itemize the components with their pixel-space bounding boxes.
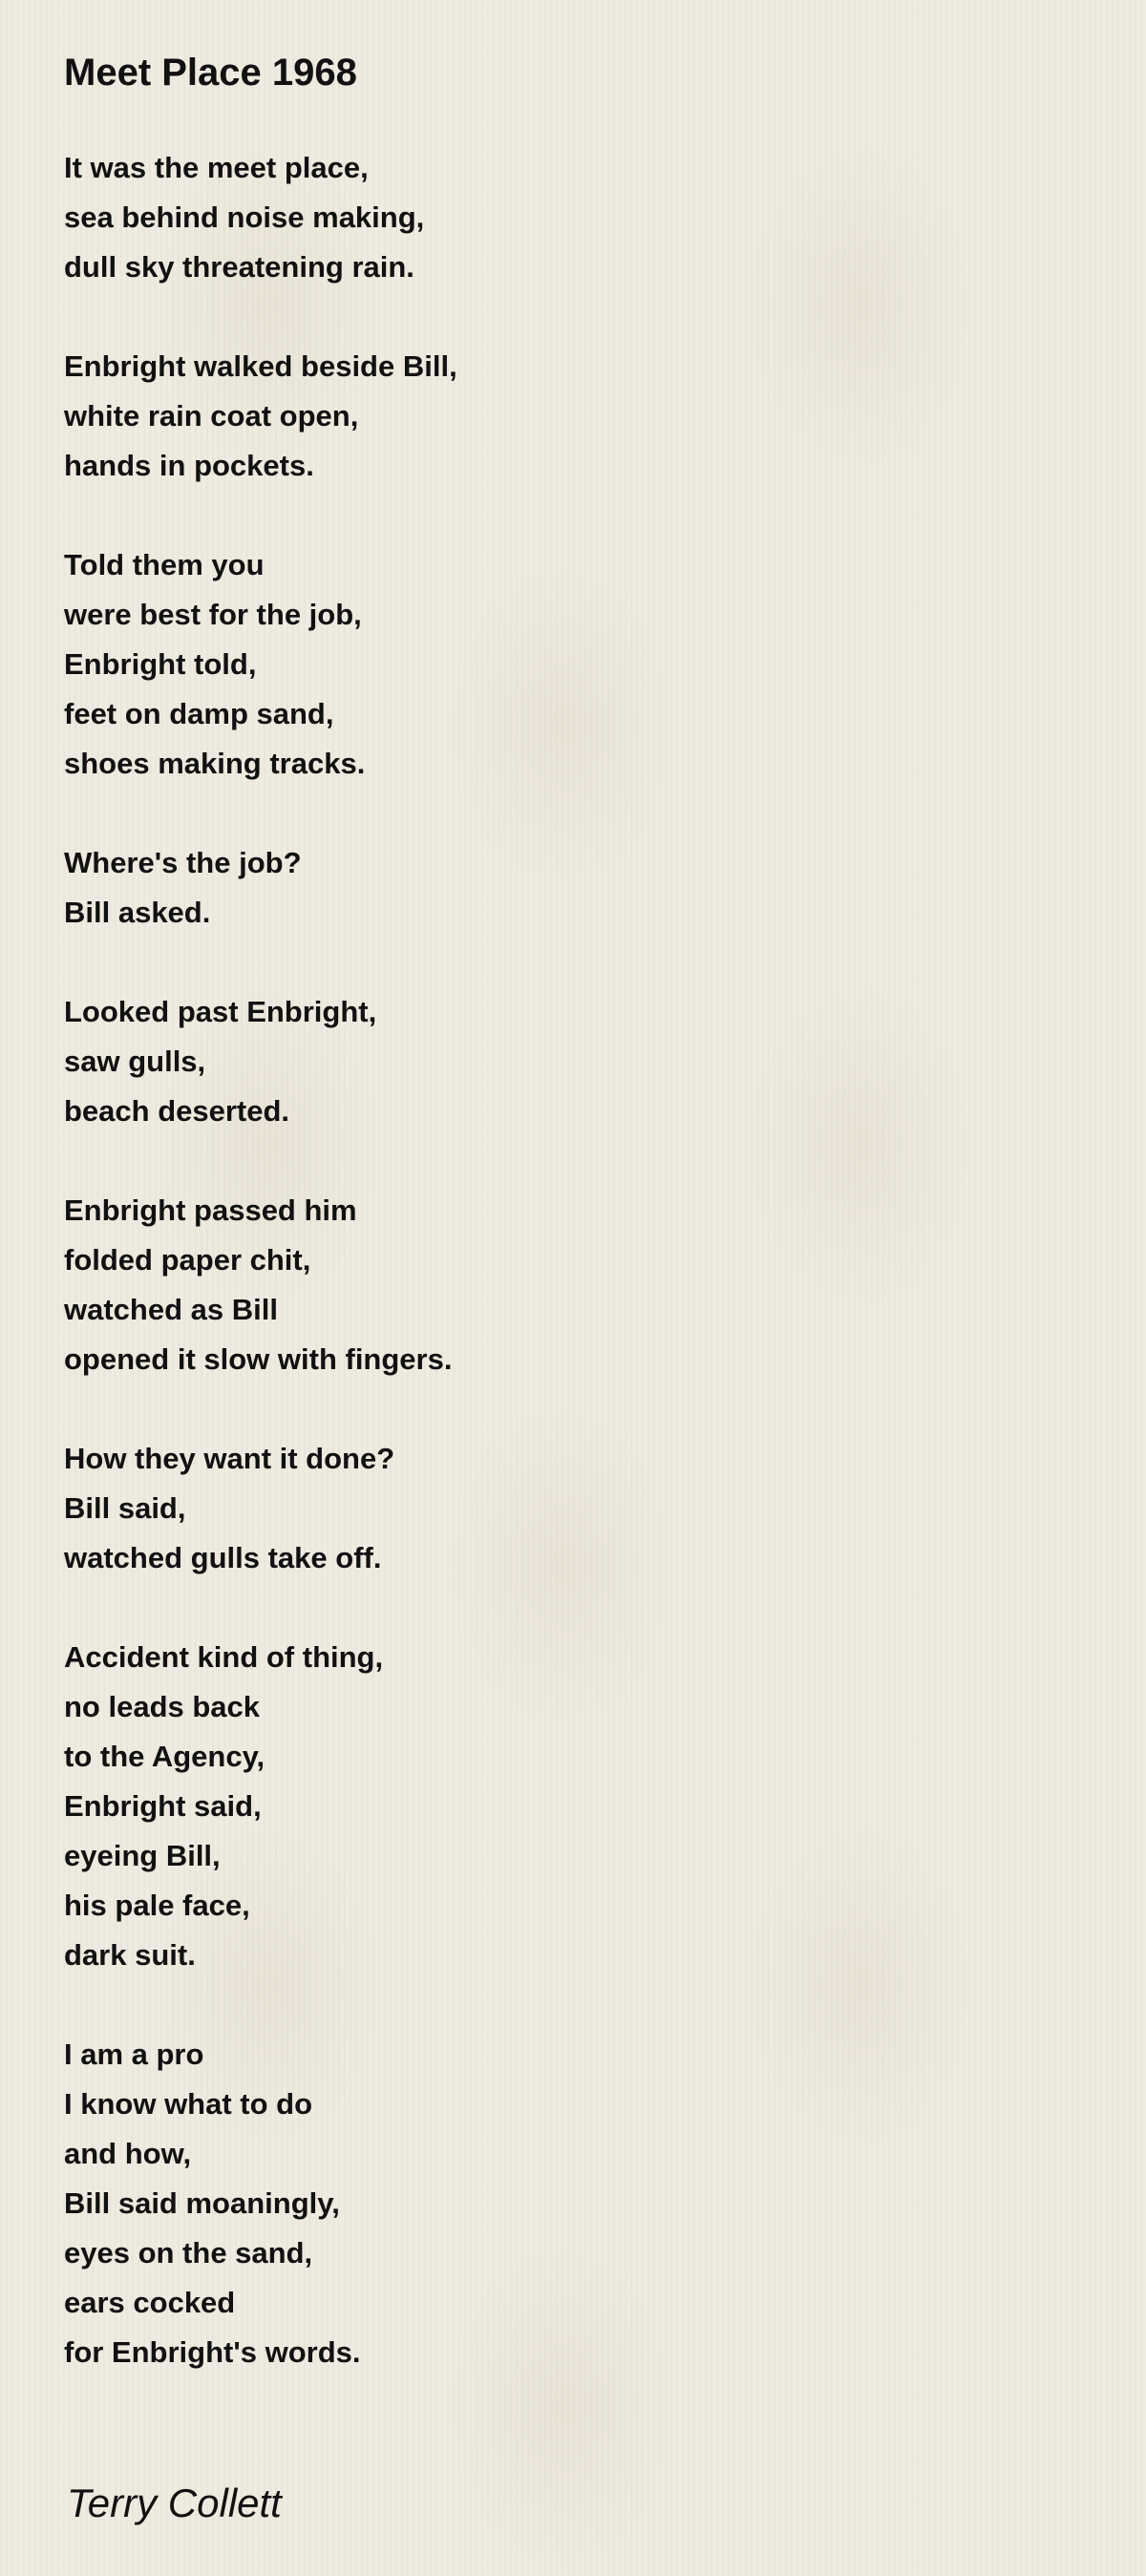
- poem-line: Accident kind of thing,: [64, 1640, 384, 1674]
- poem-line: dull sky threatening rain.: [64, 250, 414, 284]
- poem-line: Enbright walked beside Bill,: [64, 349, 457, 383]
- poem-line: feet on damp sand,: [64, 697, 334, 730]
- poem-line: to the Agency,: [64, 1740, 265, 1773]
- poem-line: and how,: [64, 2137, 192, 2170]
- stanza: [64, 342, 1095, 491]
- poem-line: opened it slow with fingers.: [64, 1342, 453, 1376]
- poem-line: eyeing Bill,: [64, 1839, 221, 1872]
- poem-line: were best for the job,: [64, 598, 362, 631]
- stanza: [64, 987, 1095, 1136]
- stanza: [64, 1434, 1095, 1583]
- poem-line: dark suit.: [64, 1938, 196, 1972]
- poem-body: [64, 143, 1095, 2427]
- poem-line: Enbright said,: [64, 1789, 262, 1823]
- poem-line: for Enbright's words.: [64, 2335, 361, 2369]
- stanza: [64, 1633, 1095, 1980]
- poem-line: white rain coat open,: [64, 399, 359, 433]
- poem-line: shoes making tracks.: [64, 747, 366, 780]
- poem-title: Meet Place 1968: [64, 52, 357, 94]
- poem-line: How they want it done?: [64, 1442, 395, 1475]
- stanza: [64, 2030, 1095, 2377]
- poem-line: Looked past Enbright,: [64, 995, 377, 1028]
- poem-line: folded paper chit,: [64, 1243, 311, 1277]
- poem-author: Terry Collett: [67, 2481, 282, 2525]
- poem-line: Where's the job?: [64, 846, 302, 879]
- poem-line: saw gulls,: [64, 1045, 206, 1078]
- stanza: [64, 540, 1095, 789]
- poem-line: Told them you: [64, 548, 265, 581]
- stanza: [64, 838, 1095, 938]
- poem-line: watched gulls take off.: [64, 1541, 382, 1574]
- poem-line: I know what to do: [64, 2087, 313, 2121]
- poem-line: I am a pro: [64, 2038, 204, 2071]
- poem-line: sea behind noise making,: [64, 201, 425, 234]
- poem-line: It was the meet place,: [64, 151, 369, 184]
- poem-line: Enbright passed him: [64, 1193, 357, 1227]
- poem-line: Bill asked.: [64, 896, 211, 929]
- poem-line: eyes on the sand,: [64, 2236, 313, 2270]
- poem-line: watched as Bill: [64, 1293, 278, 1326]
- poem-line: his pale face,: [64, 1889, 250, 1922]
- poem-line: Enbright told,: [64, 647, 257, 681]
- poem-line: beach deserted.: [64, 1094, 290, 1128]
- poem-line: no leads back: [64, 1690, 261, 1723]
- stanza: [64, 1186, 1095, 1384]
- poem-line: Bill said moaningly,: [64, 2186, 340, 2220]
- poem-header: [64, 50, 1095, 95]
- stanza: [64, 143, 1095, 292]
- poem-line: ears cocked: [64, 2286, 236, 2319]
- poem-line: Bill said,: [64, 1491, 186, 1525]
- poem-line: hands in pockets.: [64, 449, 314, 482]
